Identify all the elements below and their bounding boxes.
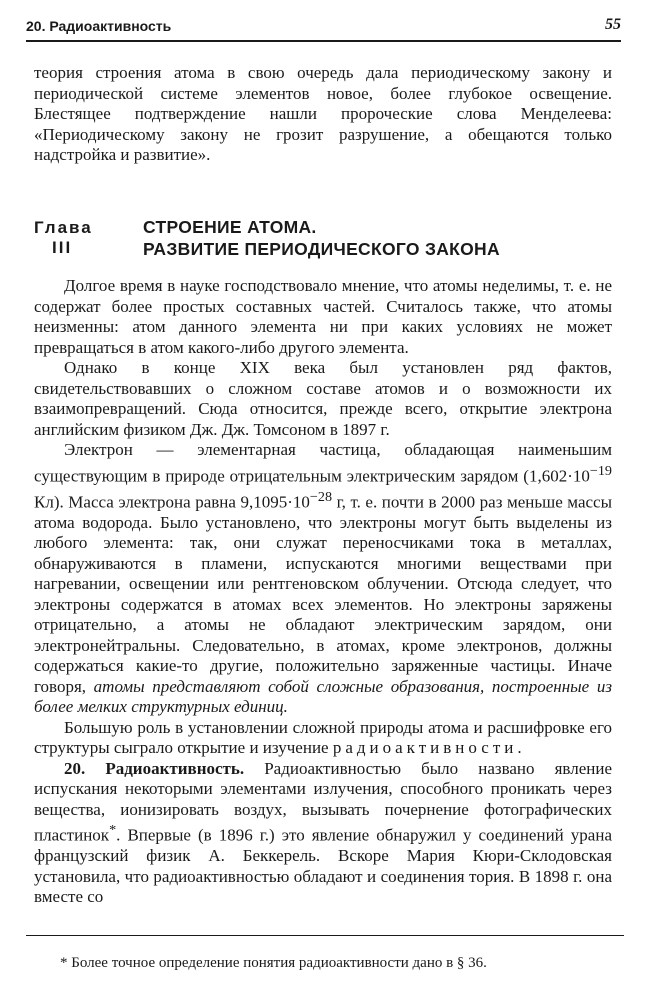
section-heading: 20. Радиоактивность.	[64, 758, 245, 778]
paragraph-5	[34, 759, 612, 908]
intro-paragraph: теория строения атома в свою очередь дала периодическому закону и периодической системе элементов новое, более глубокое освещение. Блестящее подтверждение нашли пророческие слова Менделеева: «Периодическому закону не грозит разрушение, а обещаются только надстройка и развитие».	[34, 63, 612, 164]
page-number: 55	[605, 16, 621, 33]
p3-emphasis: атомы представляют собой сложные образования, построенные из более мелких структурных единиц.	[34, 676, 612, 717]
chapter-title-line-1: СТРОЕНИЕ АТОМА.	[143, 217, 317, 237]
chapter-title	[143, 216, 613, 260]
footnote	[60, 954, 620, 972]
p3-rest: г, т. е. почти в 2000 раз меньше массы атома водорода. Было установлено, что электроны могут быть выделены из любого элемента: так, они служат переносчиками тока в металлах, обнаруживаются в пламени, испускаются многими веществами при нагревании, освещении или рентгеновском облучении. Отсюда следует, что электроны содержатся в атомах всех элементов. Но электроны заряжены отрицательно, а атомы не обладают электрическим зарядом, они электронейтральны. Следовательно, в атомах, кроме электронов, должны содержаться какие-то другие, положительно заряженные частицы. Иначе говоря,	[34, 492, 613, 696]
p5-start: Радиоактивностью было названо явление испускания некоторыми элементами излучения, способного проникать через вещества, ионизировать воздух, вызывать почернение фотографических пластинок	[34, 758, 612, 845]
paragraph-2: Однако в конце XIX века был установлен ряд фактов, свидетельствовавших о сложном составе атомов и о возможности их взаимопревращений. Сюда относится, прежде всего, открытие электрона английским физиком Дж. Дж. Томсоном в 1897 г.	[34, 358, 612, 439]
p3-start: Электрон — элементарная частица, обладающая наименьшим существующим в природе отрицательным электрическим зарядом (1,602·10	[34, 440, 612, 486]
chapter-label	[34, 218, 124, 258]
p4-spaced-term: радиоактивности	[332, 738, 518, 758]
intro-text	[34, 63, 612, 166]
paragraph-4	[34, 718, 612, 759]
paragraph-1: Долгое время в науке господствовало мнение, что атомы неделимы, т. е. не содержат более простых составных частей. Считалось также, что атомы неизменны: атом данного элемента ни при каких условиях не может превращаться в атом какого-либо другого элемента.	[34, 276, 612, 357]
footnote-reference[interactable]: *	[109, 822, 117, 839]
chapter-title-line-2: РАЗВИТИЕ ПЕРИОДИЧЕСКОГО ЗАКОНА	[143, 239, 500, 259]
page-header	[26, 12, 621, 42]
footnote-divider	[26, 935, 624, 936]
p5-rest: . Впервые (в 1896 г.) это явление обнаружил у соединений урана французский физик А. Беккерель. Вскоре Мария Кюри-Склодовская установила, что радиоактивностью обладают и соединения тория. В 1898 г. она вместе со	[34, 825, 612, 907]
chapter-word: Глава	[34, 218, 93, 237]
footnote-mark: *	[60, 955, 68, 971]
p3-exponent-2: −28	[309, 488, 333, 505]
p4-end: .	[517, 738, 522, 758]
chapter-number: III	[52, 238, 73, 257]
p3-mid: Кл). Масса электрона равна 9,1095·10	[34, 492, 310, 512]
p3-exponent-1: −19	[589, 462, 612, 479]
p4-start: Большую роль в установлении сложной природы атома и расшифровке его структуры сыграло открытие и изучение	[34, 717, 612, 758]
body-text	[34, 276, 612, 908]
running-head: 20. Радиоактивность	[26, 18, 172, 34]
paragraph-3	[34, 440, 612, 718]
footnote-text: Более точное определение понятия радиоактивности дано в § 36.	[67, 955, 487, 971]
